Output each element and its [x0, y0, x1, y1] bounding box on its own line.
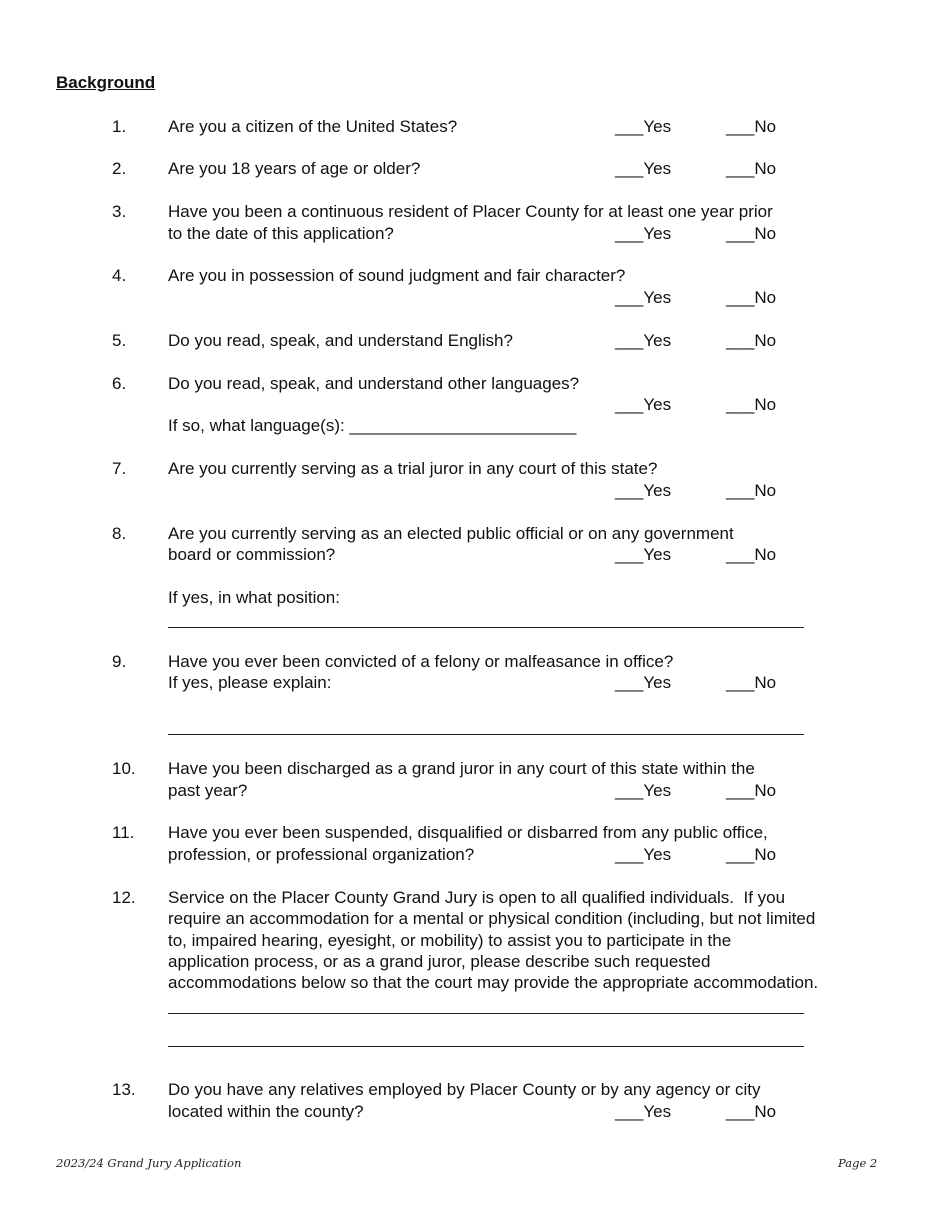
- question-13-text-line-2: located within the county?: [168, 1102, 364, 1121]
- question-12-answer-line-1[interactable]: [168, 1013, 804, 1014]
- question-1-text: Are you a citizen of the United States?: [168, 117, 458, 136]
- question-8-text-line-1: Are you currently serving as an elected public official or on any government: [168, 524, 734, 543]
- question-13-number: 13.: [112, 1080, 136, 1099]
- question-8-text-line-2: board or commission?: [168, 545, 336, 564]
- question-12-text-line-3: to, impaired hearing, eyesight, or mobility) to assist you to participate in the: [168, 931, 732, 950]
- question-4-no[interactable]: ___No: [726, 288, 777, 307]
- question-8-no[interactable]: ___No: [726, 545, 777, 564]
- question-6-number: 6.: [112, 374, 127, 393]
- question-5-yes[interactable]: ___Yes: [615, 331, 672, 350]
- footer-page-number: Page 2: [838, 1156, 878, 1170]
- question-6-no[interactable]: ___No: [726, 395, 777, 414]
- question-13-no[interactable]: ___No: [726, 1102, 777, 1121]
- question-3-no[interactable]: ___No: [726, 224, 777, 243]
- question-5-number: 5.: [112, 331, 127, 350]
- question-9-text-line-2: If yes, please explain:: [168, 673, 332, 692]
- question-7-no[interactable]: ___No: [726, 481, 777, 500]
- question-6-yes[interactable]: ___Yes: [615, 395, 672, 414]
- question-9-explain-line[interactable]: [168, 734, 804, 735]
- question-13-text-line-1: Do you have any relatives employed by Placer County or by any agency or city: [168, 1080, 761, 1099]
- question-8-number: 8.: [112, 524, 127, 543]
- question-1-yes[interactable]: ___Yes: [615, 117, 672, 136]
- question-7-yes[interactable]: ___Yes: [615, 481, 672, 500]
- question-3-number: 3.: [112, 202, 127, 221]
- question-10-number: 10.: [112, 759, 136, 778]
- question-10-text-line-2: past year?: [168, 781, 248, 800]
- question-9-yes[interactable]: ___Yes: [615, 673, 672, 692]
- question-2-yes[interactable]: ___Yes: [615, 159, 672, 178]
- question-9-text-line-1: Have you ever been convicted of a felony or malfeasance in office?: [168, 652, 674, 671]
- question-11-text-line-2: profession, or professional organization?: [168, 845, 475, 864]
- question-10-no[interactable]: ___No: [726, 781, 777, 800]
- footer-title: 2023/24 Grand Jury Application: [56, 1156, 242, 1170]
- question-7-text: Are you currently serving as a trial juror in any court of this state?: [168, 459, 658, 478]
- question-1-no[interactable]: ___No: [726, 117, 777, 136]
- question-10-yes[interactable]: ___Yes: [615, 781, 672, 800]
- question-3-text-line-1: Have you been a continuous resident of Placer County for at least one year prior: [168, 202, 773, 221]
- question-9-no[interactable]: ___No: [726, 673, 777, 692]
- question-4-text: Are you in possession of sound judgment and fair character?: [168, 266, 626, 285]
- question-6-text: Do you read, speak, and understand other languages?: [168, 374, 580, 393]
- question-11-yes[interactable]: ___Yes: [615, 845, 672, 864]
- question-3-yes[interactable]: ___Yes: [615, 224, 672, 243]
- question-11-text-line-1: Have you ever been suspended, disqualified or disbarred from any public office,: [168, 823, 768, 842]
- question-5-text: Do you read, speak, and understand English?: [168, 331, 513, 350]
- question-12-answer-line-2[interactable]: [168, 1046, 804, 1047]
- section-title: Background: [56, 73, 156, 92]
- question-3-text-line-2: to the date of this application?: [168, 224, 394, 243]
- question-8-yes[interactable]: ___Yes: [615, 545, 672, 564]
- question-12-text-line-4: application process, or as a grand juror, please describe such requested: [168, 952, 711, 971]
- question-8-position-label: If yes, in what position:: [168, 588, 340, 607]
- question-12-text-line-1: Service on the Placer County Grand Jury is open to all qualified individuals. If you: [168, 888, 786, 907]
- question-2-text: Are you 18 years of age or older?: [168, 159, 421, 178]
- question-5-no[interactable]: ___No: [726, 331, 777, 350]
- question-10-text-line-1: Have you been discharged as a grand juror in any court of this state within the: [168, 759, 755, 778]
- question-4-yes[interactable]: ___Yes: [615, 288, 672, 307]
- question-9-number: 9.: [112, 652, 127, 671]
- question-12-text-line-5: accommodations below so that the court may provide the appropriate accommodation.: [168, 973, 819, 992]
- question-8-position-line[interactable]: [168, 627, 804, 628]
- question-11-no[interactable]: ___No: [726, 845, 777, 864]
- question-4-number: 4.: [112, 266, 127, 285]
- question-1-number: 1.: [112, 117, 127, 136]
- question-2-no[interactable]: ___No: [726, 159, 777, 178]
- question-2-number: 2.: [112, 159, 127, 178]
- question-12-number: 12.: [112, 888, 136, 907]
- question-13-yes[interactable]: ___Yes: [615, 1102, 672, 1121]
- question-7-number: 7.: [112, 459, 127, 478]
- question-6-language-field[interactable]: If so, what language(s): ________________________: [168, 416, 577, 435]
- question-12-text-line-2: require an accommodation for a mental or physical condition (including, but not limited: [168, 909, 816, 928]
- question-11-number: 11.: [112, 823, 135, 842]
